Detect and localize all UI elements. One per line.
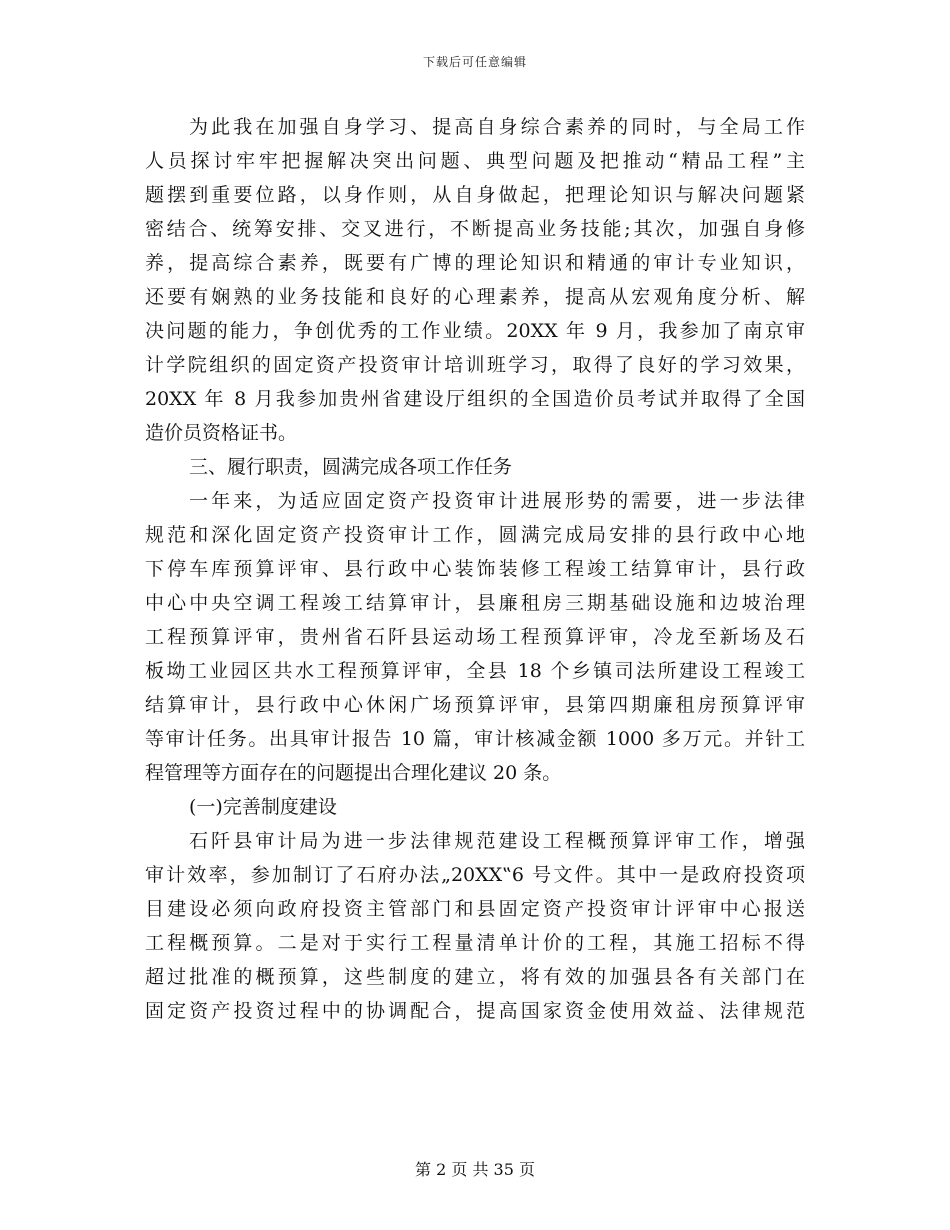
paragraph-line: 20XX 年 8 月我参加贵州省建设厅组织的全国造价员考试并取得了全国 xyxy=(145,388,805,410)
paragraph-line: 人员探讨牢牢把握解决突出问题、典型问题及把推动“精品工程”主 xyxy=(145,150,805,172)
paragraph-line: 决问题的能力，争创优秀的工作业绩。20XX 年 9 月，我参加了南京审 xyxy=(145,320,805,342)
paragraph-line: 密结合、统筹安排、交叉进行，不断提高业务技能;其次，加强自身修 xyxy=(145,218,805,240)
page-header: 下载后可任意编辑 xyxy=(422,55,527,69)
document-body xyxy=(145,110,805,1028)
paragraph-line: 为此我在加强自身学习、提高自身综合素养的同时，与全局工作 xyxy=(189,116,805,138)
paragraph-line: 造价员资格证书。 xyxy=(145,422,298,444)
paragraph-line: 一年来，为适应固定资产投资审计进展形势的需要，进一步法律 xyxy=(189,490,805,512)
paragraph-line: 目建设必须向政府投资主管部门和县固定资产投资审计评审中心报送 xyxy=(145,898,805,920)
paragraph-line: 工程预算评审，贵州省石阡县运动场工程预算评审，冷龙至新场及石 xyxy=(145,626,805,648)
paragraph-line: 程管理等方面存在的问题提出合理化建议 20 条。 xyxy=(145,762,562,784)
paragraph-line: 结算审计，县行政中心休闲广场预算评审，县第四期廉租房预算评审 xyxy=(145,694,805,716)
paragraph-line: 工程概预算。二是对于实行工程量清单计价的工程，其施工招标不得 xyxy=(145,932,805,954)
paragraph-line: 板坳工业园区共水工程预算评审，全县 18 个乡镇司法所建设工程竣工 xyxy=(145,660,805,682)
paragraph-line: 规范和深化固定资产投资审计工作，圆满完成局安排的县行政中心地 xyxy=(145,524,805,546)
paragraph-line: 审计效率，参加制订了石府办法„20XX‟6 号文件。其中一是政府投资项 xyxy=(145,864,805,886)
paragraph-line: 计学院组织的固定资产投资审计培训班学习，取得了良好的学习效果， xyxy=(145,354,805,376)
paragraph-line: 题摆到重要位路，以身作则，从自身做起，把理论知识与解决问题紧 xyxy=(145,184,805,206)
paragraph-line: 养，提高综合素养，既要有广博的理论知识和精通的审计专业知识， xyxy=(145,252,805,274)
paragraph-line: 中心中央空调工程竣工结算审计，县廉租房三期基础设施和边坡治理 xyxy=(145,592,805,614)
subsection-heading: (一)完善制度建设 xyxy=(189,796,337,818)
page-number-footer: 第 2 页 共 35 页 xyxy=(415,1160,535,1179)
paragraph-line: 超过批准的概预算，这些制度的建立，将有效的加强县各有关部门在 xyxy=(145,966,805,988)
paragraph-line: 还要有娴熟的业务技能和良好的心理素养，提高从宏观角度分析、解 xyxy=(145,286,805,308)
paragraph-line: 下停车库预算评审、县行政中心装饰装修工程竣工结算审计，县行政 xyxy=(145,558,805,580)
section-heading: 三、履行职责，圆满完成各项工作任务 xyxy=(189,456,513,478)
paragraph-line: 石阡县审计局为进一步法律规范建设工程概预算评审工作，增强 xyxy=(189,830,805,852)
paragraph-line: 等审计任务。出具审计报告 10 篇，审计核减金额 1000 多万元。并针工 xyxy=(145,728,805,750)
paragraph-line: 固定资产投资过程中的协调配合，提高国家资金使用效益、法律规范 xyxy=(145,1000,805,1022)
